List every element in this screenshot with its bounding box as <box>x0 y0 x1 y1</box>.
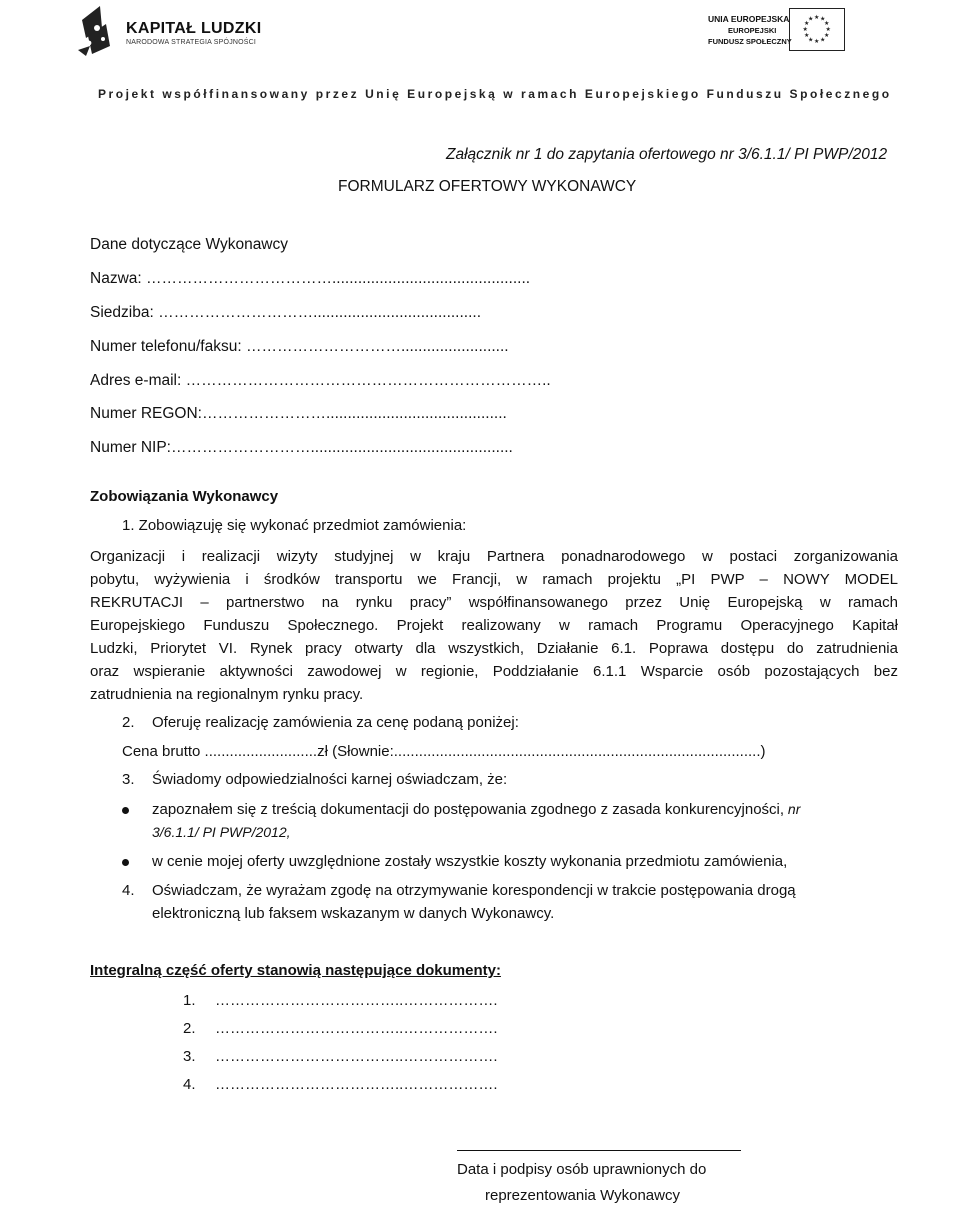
obligation-4-line-2: elektroniczną lub faksem wskazanym w danych Wykonawcy. <box>152 905 555 922</box>
signature-caption-2: reprezentowania Wykonawcy <box>485 1187 680 1204</box>
paragraph-line: oraz wspieranie aktywności zawodowej w regionie, Poddziałanie 6.1.1 Wsparcie osób pozostających bez <box>90 663 898 680</box>
obligation-1-label: 1. Zobowiązuję się wykonać przedmiot zamówienia: <box>122 517 467 534</box>
eu-flag-icon <box>789 8 845 51</box>
kapital-ludzki-logo <box>78 6 278 56</box>
attachment-number: 3. <box>183 1048 196 1065</box>
paragraph-line: Organizacji i realizacji wizyty studyjnej w kraju Partnera ponadnarodowego w postaci zorganizowania <box>90 548 898 565</box>
attachment-field[interactable]: ………………………………..………………. <box>215 1020 498 1037</box>
kapital-ludzki-emblem-icon <box>78 6 120 56</box>
attachment-field[interactable]: ………………………………..………………. <box>215 992 498 1009</box>
field-email[interactable]: Adres e-mail: …………………………………………………………….. <box>90 372 551 389</box>
svg-text:★: ★ <box>824 20 830 27</box>
svg-text:★: ★ <box>814 38 820 45</box>
bullet-1-line-1: zapoznałem się z treścią dokumentacji do postępowania zgodnego z zasada konkurencyjności, nr <box>152 801 801 818</box>
attachment-field[interactable]: ………………………………..………………. <box>215 1076 498 1093</box>
bullet-icon <box>122 859 129 866</box>
bullet-2-text: w cenie mojej oferty uwzględnione zostały wszystkie koszty wykonania przedmiotu zamówienia, <box>152 853 788 870</box>
bullet-1-nr: nr <box>784 801 801 817</box>
field-name[interactable]: Nazwa: ……………………………….............................................. <box>90 270 531 287</box>
contractor-heading: Dane dotyczące Wykonawcy <box>90 236 289 253</box>
field-nip[interactable]: Numer NIP:………………………............................................... <box>90 439 513 456</box>
paragraph-line: zatrudnienia na regionalnym rynku pracy. <box>90 686 364 703</box>
attachment-number: 2. <box>183 1020 196 1037</box>
attachments-heading: Integralną część oferty stanowią następujące dokumenty: <box>90 962 501 979</box>
svg-text:★: ★ <box>824 32 830 39</box>
bullet-1-line-2: 3/6.1.1/ PI PWP/2012, <box>152 824 291 840</box>
annex-reference: Załącznik nr 1 do zapytania ofertowego nr 3/6.1.1/ PI PWP/2012 <box>446 146 888 163</box>
svg-text:★: ★ <box>804 20 810 27</box>
svg-text:★: ★ <box>820 36 826 44</box>
paragraph-line: Europejskiego Funduszu Społecznego. Projekt realizowany w ramach Programu Operacyjnego Kapitał <box>90 617 898 634</box>
price-field[interactable]: Cena brutto ...........................zł (Słownie:........................................................................................) <box>122 743 766 760</box>
obligations-heading: Zobowiązania Wykonawcy <box>90 488 279 505</box>
attachment-number: 1. <box>183 992 196 1009</box>
obligation-2-text: Oferuję realizację zamówienia za cenę podaną poniżej: <box>152 714 519 731</box>
field-regon[interactable]: Numer REGON:…………………….......................................... <box>90 405 507 422</box>
kl-title: KAPITAŁ LUDZKI <box>126 20 262 37</box>
project-cofinance-line: Projekt współfinansowany przez Unię Europejską w ramach Europejskiego Funduszu Społecznego <box>98 87 892 101</box>
svg-text:★: ★ <box>808 36 814 44</box>
paragraph-line: Ludzki, Priorytet VI. Rynek pracy otwarty dla wszystkich, Działanie 6.1. Poprawa dostępu do zatrudnienia <box>90 640 898 657</box>
svg-text:★: ★ <box>802 26 808 33</box>
kl-subtitle: NARODOWA STRATEGIA SPÓJNOŚCI <box>126 39 257 46</box>
field-phone-fax[interactable]: Numer telefonu/faksu: …………………………......................... <box>90 338 509 355</box>
attachment-number: 4. <box>183 1076 196 1093</box>
obligation-2-number: 2. <box>122 714 135 731</box>
attachment-field[interactable]: ………………………………..………………. <box>215 1048 498 1065</box>
signature-line[interactable] <box>457 1150 741 1151</box>
bullet-icon <box>122 807 129 814</box>
svg-text:★: ★ <box>808 15 814 23</box>
ue-label-1: UNIA EUROPEJSKA <box>708 14 790 24</box>
form-title: FORMULARZ OFERTOWY WYKONAWCY <box>338 178 637 195</box>
obligation-3-text: Świadomy odpowiedzialności karnej oświadczam, że: <box>152 771 508 788</box>
svg-text:★: ★ <box>825 26 831 33</box>
svg-text:★: ★ <box>820 15 826 23</box>
svg-text:★: ★ <box>804 32 810 39</box>
paragraph-line: pobytu, wyżywienia i środków transportu we Francji, w ramach projektu „PI PWP – NOWY MODEL <box>90 571 898 588</box>
svg-text:★: ★ <box>814 14 820 21</box>
obligation-4-number: 4. <box>122 882 135 899</box>
field-seat[interactable]: Siedziba: …………………………....................................... <box>90 304 482 321</box>
obligation-3-number: 3. <box>122 771 135 788</box>
paragraph-line: REKRUTACJI – partnerstwo na rynku pracy” współfinansowanego przez Unię Europejską w ramach <box>90 594 898 611</box>
signature-caption-1: Data i podpisy osób uprawnionych do <box>457 1161 707 1178</box>
ue-label-3: FUNDUSZ SPOŁECZNY <box>708 37 792 46</box>
obligation-4-line-1: Oświadczam, że wyrażam zgodę na otrzymywanie korespondencji w trakcie postępowania drogą <box>152 882 796 899</box>
ue-label-2: EUROPEJSKI <box>728 26 777 35</box>
